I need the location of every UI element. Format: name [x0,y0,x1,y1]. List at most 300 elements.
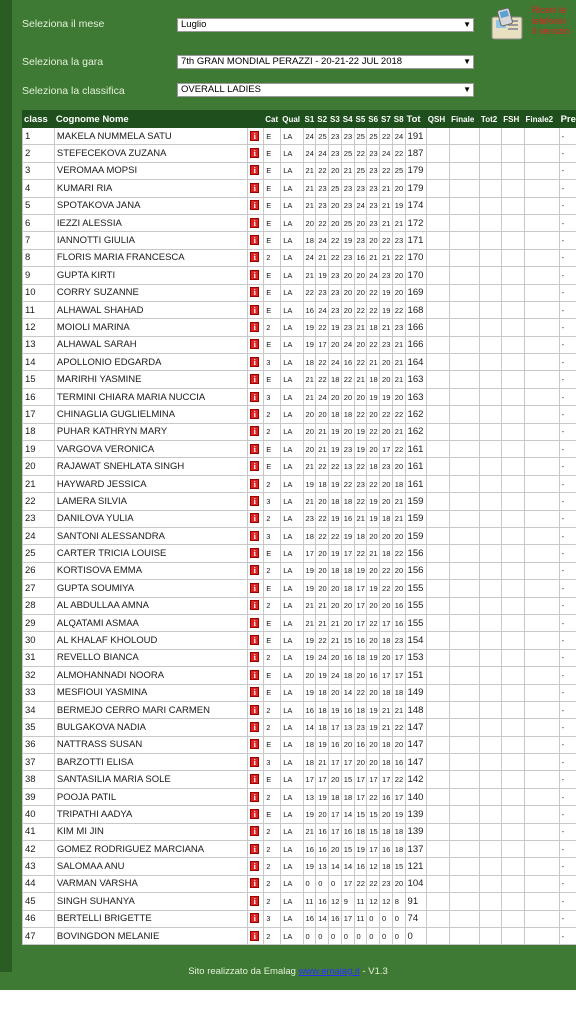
series-score: 24 [367,267,380,284]
info-cell[interactable] [248,736,264,753]
series-score: 16 [341,701,354,718]
shooter-name[interactable]: SANTASILIA MARIA SOLE [54,771,247,788]
series-score: 15 [354,806,367,823]
shooter-name[interactable]: BOVINGDON MELANIE [54,927,247,944]
rank-cell: 5 [23,197,55,214]
empty-cell [450,562,480,579]
series-score: 19 [329,319,342,336]
shooter-name[interactable]: DANILOVA YULIA [54,510,247,527]
info-icon[interactable]: i [250,426,259,436]
series-score: 19 [316,267,329,284]
rank-cell: 11 [23,301,55,318]
info-cell[interactable] [248,580,264,597]
series-score: 13 [341,458,354,475]
info-cell[interactable] [248,249,264,266]
info-cell[interactable] [248,232,264,249]
total-cell: 179 [405,180,426,197]
series-score: 21 [380,197,393,214]
info-cell[interactable] [248,475,264,492]
category-cell: 2 [264,406,281,423]
series-score: 20 [341,423,354,440]
rank-cell: 12 [23,319,55,336]
series-score: 17 [354,788,367,805]
shooter-name[interactable]: KUMARI RIA [54,180,247,197]
rank-cell: 33 [23,684,55,701]
series-score: 20 [316,406,329,423]
total-cell: 166 [405,319,426,336]
series-score: 22 [354,354,367,371]
table-row [23,510,576,527]
info-icon[interactable]: i [250,444,259,454]
info-icon[interactable]: i [250,913,259,923]
chevron-down-icon: ▼ [463,57,471,66]
shooter-name[interactable]: VARGOVA VERONICA [54,441,247,458]
empty-cell [450,580,480,597]
total-cell: 169 [405,284,426,301]
shooter-name[interactable]: ALHAWAL SARAH [54,336,247,353]
shooter-name[interactable]: IEZZI ALESSIA [54,214,247,231]
info-icon[interactable]: i [250,392,259,402]
series-score: 21 [380,249,393,266]
category-cell: E [264,684,281,701]
total-cell: 140 [405,788,426,805]
info-icon[interactable]: i [250,687,259,697]
category-cell: E [264,128,281,145]
info-icon[interactable]: i [250,705,259,715]
info-cell[interactable] [248,667,264,684]
shooter-name[interactable]: BERTELLI BRIGETTE [54,910,247,927]
shooter-name[interactable]: HAYWARD JESSICA [54,475,247,492]
series-score: 22 [303,284,316,301]
info-cell[interactable] [248,371,264,388]
empty-cell [450,841,480,858]
shooter-name[interactable]: TERMINI CHIARA MARIA NUCCIA [54,388,247,405]
info-cell[interactable] [248,719,264,736]
info-icon[interactable]: i [250,252,259,262]
qualification-cell: LA [281,336,303,353]
info-cell[interactable] [248,527,264,544]
series-score: 19 [316,736,329,753]
info-cell[interactable] [248,336,264,353]
series-score: 0 [380,910,393,927]
info-icon[interactable]: i [250,722,259,732]
info-cell[interactable] [248,893,264,910]
shooter-name[interactable]: GUPTA KIRTI [54,267,247,284]
table-row [23,875,576,892]
info-icon[interactable]: i [250,826,259,836]
empty-cell [479,354,501,371]
info-icon[interactable]: i [250,339,259,349]
info-cell[interactable] [248,858,264,875]
info-icon[interactable]: i [250,670,259,680]
info-cell[interactable] [248,180,264,197]
shooter-name[interactable]: CARTER TRICIA LOUISE [54,545,247,562]
info-icon[interactable]: i [250,235,259,245]
info-cell[interactable] [248,927,264,944]
info-cell[interactable] [248,162,264,179]
empty-cell [524,475,559,492]
info-cell[interactable] [248,354,264,371]
info-icon[interactable]: i [250,148,259,158]
series-score: 14 [303,719,316,736]
series-score: 20 [354,214,367,231]
emalag-link[interactable]: www.emalag.it [298,966,360,977]
shooter-name[interactable]: SPOTAKOVA JANA [54,197,247,214]
info-icon[interactable]: i [250,531,259,541]
empty-cell [502,597,524,614]
info-cell[interactable] [248,788,264,805]
info-cell[interactable] [248,319,264,336]
series-score: 13 [316,858,329,875]
sms-promo[interactable] [488,5,576,45]
empty-cell [502,736,524,753]
info-cell[interactable] [248,684,264,701]
series-score: 16 [303,701,316,718]
category-cell: 2 [264,597,281,614]
empty-cell [524,875,559,892]
series-score: 23 [341,319,354,336]
shooter-name[interactable]: BARZOTTI ELISA [54,754,247,771]
empty-cell [479,719,501,736]
info-icon[interactable]: i [250,618,259,628]
series-score: 13 [341,719,354,736]
series-score: 18 [329,788,342,805]
table-row [23,806,576,823]
series-score: 21 [316,441,329,458]
info-icon[interactable]: i [250,896,259,906]
shooter-name[interactable]: ALMOHANNADI NOORA [54,667,247,684]
info-cell[interactable] [248,632,264,649]
column-header: S6 [367,111,380,128]
series-score: 20 [341,301,354,318]
rank-cell: 9 [23,267,55,284]
series-score: 20 [316,806,329,823]
info-icon[interactable]: i [250,739,259,749]
info-cell[interactable] [248,823,264,840]
info-icon[interactable]: i [250,322,259,332]
series-score: 18 [392,823,405,840]
shooter-name[interactable]: MAKELA NUMMELA SATU [54,128,247,145]
empty-cell [479,927,501,944]
info-cell[interactable] [248,545,264,562]
empty-cell [450,423,480,440]
shooter-name[interactable]: ALHAWAL SHAHAD [54,301,247,318]
series-score: 17 [392,649,405,666]
shooter-name[interactable]: NATTRASS SUSAN [54,736,247,753]
empty-cell [502,441,524,458]
column-header: class [23,111,55,128]
rank-cell: 15 [23,371,55,388]
series-score: 21 [303,162,316,179]
rank-cell: 42 [23,841,55,858]
series-score: 19 [380,301,393,318]
shooter-name[interactable]: GOMEZ RODRIGUEZ MARCIANA [54,841,247,858]
category-cell: 2 [264,823,281,840]
info-icon[interactable]: i [250,652,259,662]
info-icon[interactable]: i [250,479,259,489]
table-row [23,493,576,510]
empty-cell [450,649,480,666]
shooter-name[interactable]: CORRY SUZANNE [54,284,247,301]
info-cell[interactable] [248,145,264,162]
info-icon[interactable]: i [250,635,259,645]
empty-cell [426,128,449,145]
table-row [23,441,576,458]
info-cell[interactable] [248,597,264,614]
series-score: 22 [392,719,405,736]
qualification-cell: LA [281,128,303,145]
series-score: 25 [341,145,354,162]
empty-cell [502,545,524,562]
info-cell[interactable] [248,301,264,318]
shooter-name[interactable]: ALQATAMI ASMAA [54,614,247,631]
pre-cell: - [559,927,576,944]
category-cell: 3 [264,754,281,771]
info-cell[interactable] [248,875,264,892]
empty-cell [502,684,524,701]
shooter-name[interactable]: AL ABDULLAA AMNA [54,597,247,614]
info-cell[interactable] [248,649,264,666]
shooter-name[interactable]: GUPTA SOUMIYA [54,580,247,597]
series-score: 16 [316,823,329,840]
total-cell: 162 [405,423,426,440]
series-score: 22 [380,406,393,423]
series-score: 16 [341,510,354,527]
qualification-cell: LA [281,562,303,579]
info-icon[interactable]: i [250,305,259,315]
info-icon[interactable]: i [250,496,259,506]
shooter-name[interactable]: LAMERA SILVIA [54,493,247,510]
series-score: 23 [341,180,354,197]
series-score: 15 [367,823,380,840]
info-icon[interactable]: i [250,218,259,228]
shooter-name[interactable]: VEROMAA MOPSI [54,162,247,179]
info-icon[interactable]: i [250,792,259,802]
series-score: 19 [303,475,316,492]
info-icon[interactable]: i [250,774,259,784]
empty-cell [502,510,524,527]
info-icon[interactable]: i [250,861,259,871]
series-score: 21 [392,493,405,510]
series-score: 22 [367,475,380,492]
shooter-name[interactable]: APOLLONIO EDGARDA [54,354,247,371]
info-cell[interactable] [248,510,264,527]
info-icon[interactable]: i [250,565,259,575]
series-score: 23 [367,180,380,197]
series-score: 24 [316,649,329,666]
series-score: 17 [354,771,367,788]
info-cell[interactable] [248,388,264,405]
empty-cell [479,701,501,718]
category-cell: 2 [264,719,281,736]
empty-cell [479,841,501,858]
series-score: 21 [367,249,380,266]
info-cell[interactable] [248,214,264,231]
rank-cell: 25 [23,545,55,562]
table-row [23,580,576,597]
info-cell[interactable] [248,562,264,579]
rank-cell: 14 [23,354,55,371]
footer [0,966,576,977]
info-cell[interactable] [248,423,264,440]
series-score: 20 [354,336,367,353]
info-cell[interactable] [248,841,264,858]
series-score: 18 [303,527,316,544]
info-icon[interactable]: i [250,513,259,523]
info-cell[interactable] [248,441,264,458]
total-cell: 191 [405,128,426,145]
series-score: 24 [380,145,393,162]
shooter-name[interactable]: AL KHALAF KHOLOUD [54,632,247,649]
info-cell[interactable] [248,197,264,214]
series-score: 19 [367,493,380,510]
series-score: 19 [354,841,367,858]
empty-cell [479,197,501,214]
info-cell[interactable] [248,771,264,788]
shooter-name[interactable]: SALOMAA ANU [54,858,247,875]
shooter-name[interactable]: KORTISOVA EMMA [54,562,247,579]
total-cell: 166 [405,336,426,353]
empty-cell [426,527,449,544]
shooter-name[interactable]: SANTONI ALESSANDRA [54,527,247,544]
empty-cell [479,128,501,145]
info-cell[interactable] [248,128,264,145]
shooter-name[interactable]: REVELLO BIANCA [54,649,247,666]
info-icon[interactable]: i [250,844,259,854]
info-icon[interactable]: i [250,548,259,558]
info-cell[interactable] [248,284,264,301]
ranking-select[interactable] [177,83,474,97]
shooter-name[interactable]: CHINAGLIA GUGLIELMINA [54,406,247,423]
rank-cell: 40 [23,806,55,823]
info-icon[interactable]: i [250,461,259,471]
info-icon[interactable]: i [250,600,259,610]
series-score: 16 [392,754,405,771]
info-icon[interactable]: i [250,357,259,367]
month-select[interactable] [177,18,474,32]
shooter-name[interactable]: SINGH SUHANYA [54,893,247,910]
info-icon[interactable]: i [250,809,259,819]
info-cell[interactable] [248,910,264,927]
info-cell[interactable] [248,806,264,823]
info-cell[interactable] [248,754,264,771]
shooter-name[interactable]: MARIRHI YASMINE [54,371,247,388]
info-icon[interactable]: i [250,183,259,193]
shooter-name[interactable]: POOJA PATIL [54,788,247,805]
info-icon[interactable]: i [250,878,259,888]
info-cell[interactable] [248,614,264,631]
series-score: 19 [367,649,380,666]
series-score: 20 [303,214,316,231]
empty-cell [502,267,524,284]
qualification-cell: LA [281,232,303,249]
info-icon[interactable]: i [250,931,259,941]
series-score: 20 [303,667,316,684]
info-icon[interactable]: i [250,200,259,210]
info-cell[interactable] [248,267,264,284]
info-icon[interactable]: i [250,165,259,175]
series-score: 20 [354,667,367,684]
info-icon[interactable]: i [250,409,259,419]
series-score: 22 [380,562,393,579]
series-score: 19 [367,580,380,597]
shooter-name[interactable]: VARMAN VARSHA [54,875,247,892]
info-cell[interactable] [248,458,264,475]
info-icon[interactable]: i [250,757,259,767]
info-icon[interactable]: i [250,287,259,297]
series-score: 20 [329,388,342,405]
series-score: 18 [380,858,393,875]
series-score: 20 [329,336,342,353]
series-score: 20 [392,267,405,284]
total-cell: 161 [405,441,426,458]
shooter-name[interactable]: MESFIOUI YASMINA [54,684,247,701]
info-icon[interactable]: i [250,131,259,141]
series-score: 20 [303,406,316,423]
race-select[interactable] [177,55,474,69]
info-icon[interactable]: i [250,374,259,384]
empty-cell [426,788,449,805]
info-cell[interactable] [248,701,264,718]
category-cell: 3 [264,388,281,405]
series-score: 0 [329,875,342,892]
shooter-name[interactable]: PUHAR KATHRYN MARY [54,423,247,440]
pre-cell: - [559,458,576,475]
empty-cell [479,232,501,249]
shooter-name[interactable]: MOIOLI MARINA [54,319,247,336]
shooter-name[interactable]: TRIPATHI AADYA [54,806,247,823]
column-header: Tot [405,111,426,128]
series-score: 18 [367,458,380,475]
series-score: 19 [303,684,316,701]
shooter-name[interactable]: RAJAWAT SNEHLATA SINGH [54,458,247,475]
qualification-cell: LA [281,354,303,371]
empty-cell [479,788,501,805]
info-cell[interactable] [248,406,264,423]
table-row [23,284,576,301]
empty-cell [524,649,559,666]
series-score: 18 [367,371,380,388]
empty-cell [450,145,480,162]
series-score: 16 [354,858,367,875]
info-cell[interactable] [248,493,264,510]
series-score: 16 [341,823,354,840]
series-score: 22 [392,145,405,162]
series-score: 18 [380,736,393,753]
empty-cell [426,319,449,336]
info-icon[interactable]: i [250,270,259,280]
shooter-name[interactable]: BULGAKOVA NADIA [54,719,247,736]
empty-cell [502,423,524,440]
shooter-name[interactable]: KIM MI JIN [54,823,247,840]
total-cell: 142 [405,771,426,788]
category-cell: E [264,145,281,162]
shooter-name[interactable]: FLORIS MARIA FRANCESCA [54,249,247,266]
empty-cell [524,197,559,214]
series-score: 20 [341,388,354,405]
series-score: 20 [380,475,393,492]
series-score: 22 [329,249,342,266]
shooter-name[interactable]: BERMEJO CERRO MARI CARMEN [54,701,247,718]
info-icon[interactable]: i [250,583,259,593]
empty-cell [524,284,559,301]
shooter-name[interactable]: STEFECEKOVA ZUZANA [54,145,247,162]
series-score: 16 [303,301,316,318]
shooter-name[interactable]: IANNOTTI GIULIA [54,232,247,249]
empty-cell [479,319,501,336]
pre-cell: - [559,684,576,701]
series-score: 18 [380,684,393,701]
